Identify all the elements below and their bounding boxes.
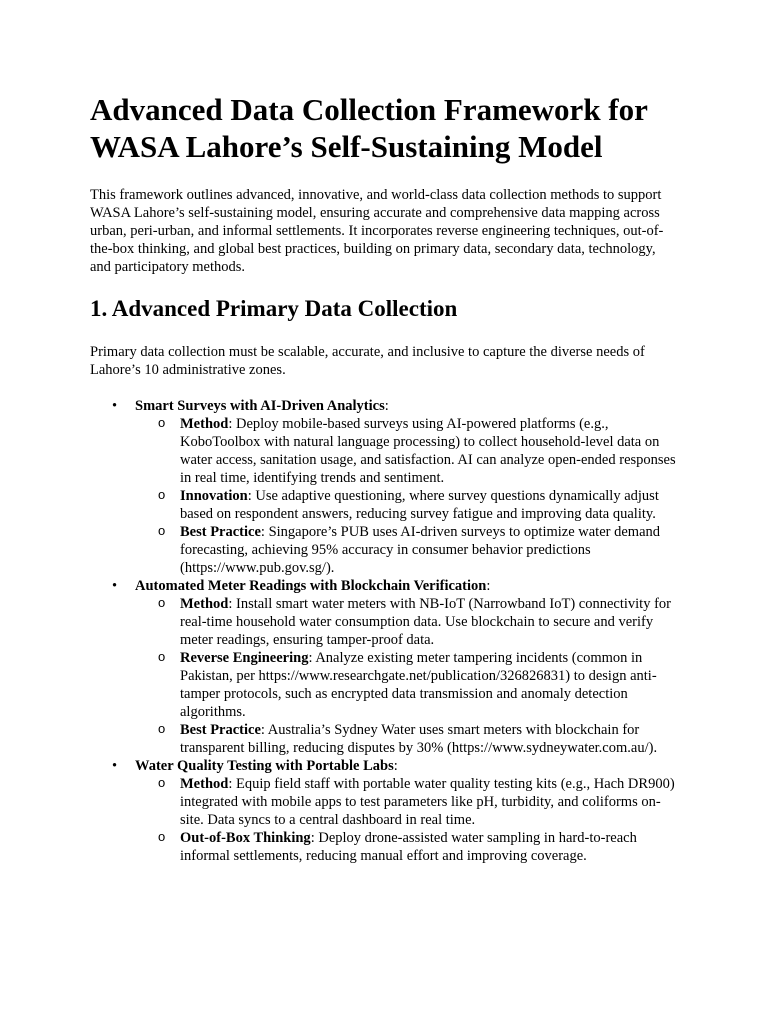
methods-list xyxy=(90,397,680,865)
intro-paragraph: This framework outlines advanced, innovative, and world-class data collection methods to support WASA Lahore’s self-sustaining model, ensuring accurate and comprehensive data mapping across urban, peri-urban, and informal settlements. It incorporates reverse engineering techniques, out-of-the-box thinking, and global best practices, building on primary data, secondary data, technology, and participatory methods. xyxy=(90,187,664,275)
sub-item-label: Best Practice xyxy=(180,524,261,540)
sub-item-text: : Australia’s Sydney Water uses smart meters with blockchain for transparent billing, reducing disputes by 30% (https://www.sydneywater.com.au/). xyxy=(180,722,658,756)
sub-bullet-icon: o xyxy=(158,415,166,430)
bullet-icon: • xyxy=(112,758,118,774)
sub-item-text: : Install smart water meters with NB-IoT (Narrowband IoT) connectivity for real-time household water consumption data. Use blockchain to secure and verify meter readings, ensuring tamper-proof data. xyxy=(180,596,671,648)
section-heading: 1. Advanced Primary Data Collection xyxy=(90,296,458,321)
sub-list xyxy=(135,415,680,577)
sub-list xyxy=(135,775,680,865)
sub-bullet-icon: o xyxy=(158,523,166,538)
sub-list-item xyxy=(135,415,680,487)
list-item-title: Smart Surveys with AI-Driven Analytics xyxy=(135,398,385,414)
sub-bullet-icon: o xyxy=(158,595,166,610)
list-item xyxy=(90,397,680,577)
sub-item-label: Reverse Engineering xyxy=(180,650,309,666)
sub-item-text: : Analyze existing meter tampering incidents (common in Pakistan, per https://www.researchgate.net/publication/326826831) to design anti-tamper protocols, such as encrypted data transmission and anomaly detection algorithms. xyxy=(180,650,657,720)
sub-list-item xyxy=(135,487,680,523)
document-title: Advanced Data Collection Framework for WASA Lahore’s Self-Sustaining Model xyxy=(90,92,648,164)
sub-bullet-icon: o xyxy=(158,829,166,844)
sub-item-label: Innovation xyxy=(180,488,248,504)
list-item xyxy=(90,757,680,865)
sub-item-label: Best Practice xyxy=(180,722,261,738)
sub-list-item xyxy=(135,523,680,577)
list-item-title: Automated Meter Readings with Blockchain Verification xyxy=(135,578,487,594)
list-item-title: Water Quality Testing with Portable Labs xyxy=(135,758,394,774)
list-item xyxy=(90,577,680,757)
sub-item-label: Method xyxy=(180,596,229,612)
sub-item-text: : Deploy mobile-based surveys using AI-powered platforms (e.g., KoboToolbox with natural language processing) to collect household-level data on water access, sanitation usage, and satisfaction. AI can analyze open-ended responses in real time, identifying trends and sentiment. xyxy=(180,416,676,486)
sub-list xyxy=(135,595,680,757)
sub-list-item xyxy=(135,649,680,721)
sub-item-label: Out-of-Box Thinking xyxy=(180,830,311,846)
bullet-icon: • xyxy=(112,578,118,594)
list-item-suffix: : xyxy=(393,758,398,774)
sub-item-text: : Equip field staff with portable water quality testing kits (e.g., Hach DR900) integrated with mobile apps to test parameters like pH, turbidity, and coliforms on-site. Data syncs to a central dashboard in real time. xyxy=(180,776,675,828)
sub-item-text: : Use adaptive questioning, where survey questions dynamically adjust based on respondent answers, reducing survey fatigue and improving data quality. xyxy=(180,488,659,522)
sub-list-item xyxy=(135,721,680,757)
list-item-suffix: : xyxy=(486,578,491,594)
sub-item-label: Method xyxy=(180,416,229,432)
sub-bullet-icon: o xyxy=(158,775,166,790)
sub-list-item xyxy=(135,775,680,829)
sub-item-text: : Deploy drone-assisted water sampling in hard-to-reach informal settlements, reducing manual effort and improving coverage. xyxy=(180,830,637,864)
sub-bullet-icon: o xyxy=(158,487,166,502)
sub-bullet-icon: o xyxy=(158,721,166,736)
sub-list-item xyxy=(135,595,680,649)
sub-item-label: Method xyxy=(180,776,229,792)
sub-item-text: : Singapore’s PUB uses AI-driven surveys to optimize water demand forecasting, achieving 95% accuracy in consumer behavior predictions (https://www.pub.gov.sg/). xyxy=(180,524,661,576)
section-intro-paragraph: Primary data collection must be scalable, accurate, and inclusive to capture the diverse needs of Lahore’s 10 administrative zones. xyxy=(90,344,645,378)
sub-bullet-icon: o xyxy=(158,649,166,664)
list-item-suffix: : xyxy=(384,398,389,414)
bullet-icon: • xyxy=(112,398,118,414)
sub-list-item xyxy=(135,829,680,865)
